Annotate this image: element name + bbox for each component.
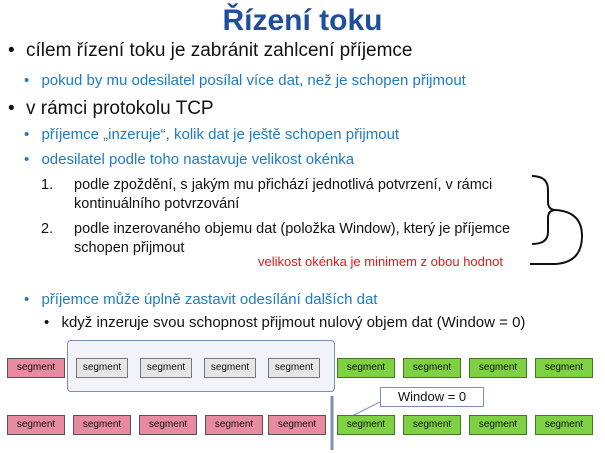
bullet-text: odesilatel podle toho nastavuje velikost okénka <box>41 151 355 168</box>
segment-sent: segment <box>139 415 197 435</box>
numbered-item-1-line-2: kontinuálního potvrzování <box>74 196 240 212</box>
segment-in-window: segment <box>204 358 256 378</box>
segment-in-window: segment <box>140 358 192 378</box>
bullet-dot: • <box>24 151 30 168</box>
numbered-item-1-number: 1. <box>41 177 54 193</box>
segment-pending: segment <box>535 415 593 435</box>
bullet-text: v rámci protokolu TCP <box>26 98 214 119</box>
bullet-dot: • <box>8 40 15 61</box>
segment-pending: segment <box>337 415 395 435</box>
segment-in-window: segment <box>76 358 128 378</box>
window-zero-label: Window = 0 <box>380 387 484 407</box>
segment-pending: segment <box>469 358 527 378</box>
numbered-item-1-line-1: podle zpoždění, s jakým mu přichází jednotlivá potvrzení, v rámci <box>74 177 493 193</box>
segment-sent: segment <box>268 415 326 435</box>
bullet-dot: • <box>24 291 30 308</box>
segment-pending: segment <box>403 358 461 378</box>
bullet-text: když inzeruje svou schopnost přijmout nulový objem dat (Window = 0) <box>61 314 526 331</box>
bullet-dot: • <box>44 314 50 331</box>
segment-sent: segment <box>73 415 131 435</box>
numbered-item-2-number: 2. <box>41 221 54 237</box>
bullet-text: příjemce „inzeruje“, kolik dat je ještě schopen přijmout <box>41 126 400 143</box>
bullet-dot: • <box>24 72 30 89</box>
bullet-dot: • <box>24 126 30 143</box>
segment-in-window: segment <box>268 358 320 378</box>
segment-pending: segment <box>403 415 461 435</box>
numbered-item-2-line-1: podle inzerovaného objemu dat (položka Window), který je příjemce <box>74 221 511 237</box>
slide-title: Řízení toku <box>222 4 383 37</box>
note-minimum: velikost okénka je minimem z obou hodnot <box>258 254 503 269</box>
segment-pending: segment <box>535 358 593 378</box>
numbered-item-2-line-2: schopen přijmout <box>74 240 185 256</box>
segment-sent: segment <box>7 358 65 378</box>
bullet-text: příjemce může úplně zastavit odesílání dalších dat <box>41 291 378 308</box>
segment-sent: segment <box>7 415 65 435</box>
segment-sent: segment <box>205 415 263 435</box>
bullet-dot: • <box>8 98 15 119</box>
segment-pending: segment <box>469 415 527 435</box>
bullet-text: pokud by mu odesilatel posílal více dat, než je schopen přijmout <box>41 72 466 89</box>
segment-pending: segment <box>337 358 395 378</box>
bullet-text: cílem řízení toku je zabránit zahlcení příjemce <box>26 40 413 61</box>
